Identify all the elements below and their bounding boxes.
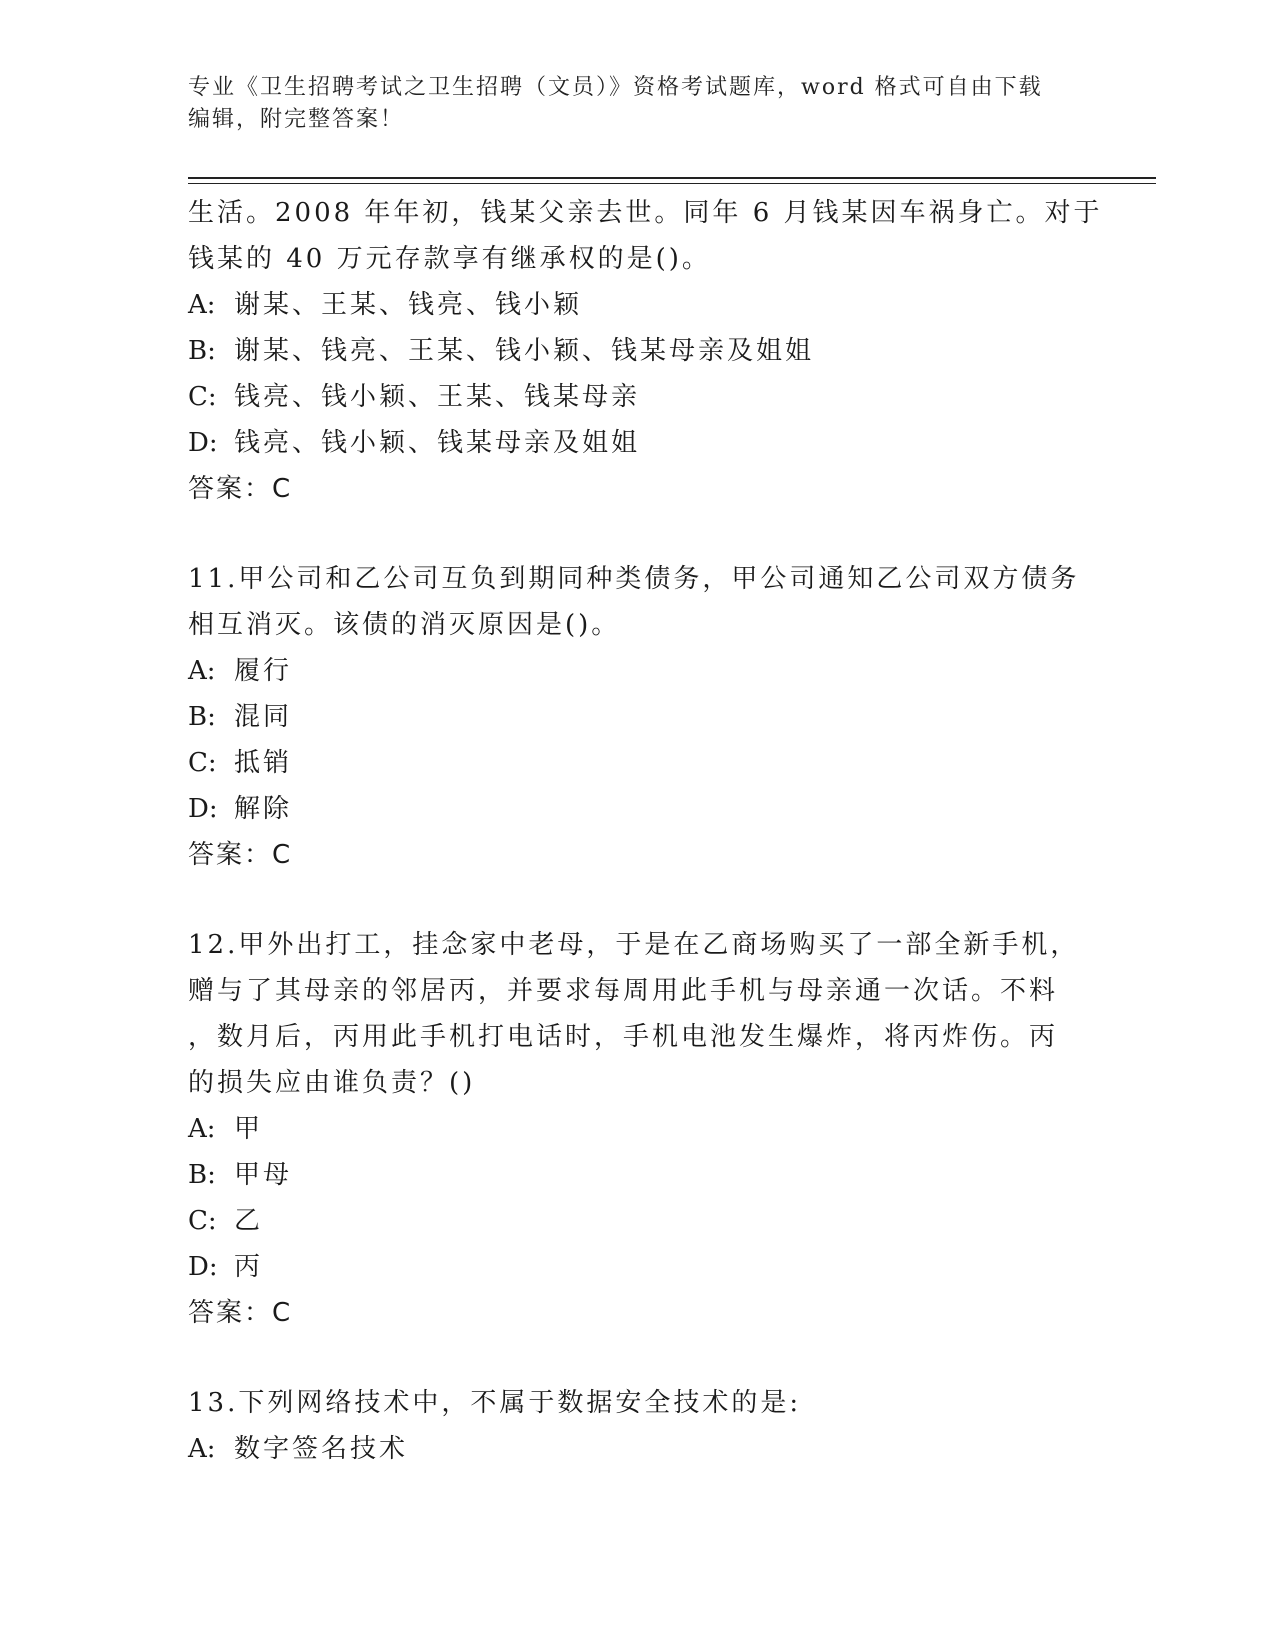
option-letter: C: <box>188 748 217 778</box>
option-letter: B: <box>188 336 216 366</box>
option-letter: C: <box>188 1206 217 1236</box>
answer-line: 答案：C <box>188 474 293 504</box>
option-letter: D: <box>188 428 218 458</box>
option-text: 甲 <box>234 1114 264 1144</box>
question-13 <box>188 1380 1088 1472</box>
question-text: 生活。2008 年年初，钱某父亲去世。同年 6 月钱某因车祸身亡。对于 <box>188 198 1103 228</box>
header-rule-thick <box>188 177 1156 179</box>
answer-line: 答案：C <box>188 840 293 870</box>
question-text: 13.下列网络技术中，不属于数据安全技术的是: <box>188 1388 802 1418</box>
question-text: ，数月后，丙用此手机打电话时，手机电池发生爆炸，将丙炸伤。丙 <box>188 1022 1059 1052</box>
header-rule-thin <box>188 183 1156 184</box>
option-text: 解除 <box>234 794 293 824</box>
option-letter: B: <box>188 702 216 732</box>
option-c <box>188 1198 1088 1244</box>
option-text: 丙 <box>234 1252 264 1282</box>
option-a <box>188 1106 1088 1152</box>
option-text: 数字签名技术 <box>234 1434 409 1464</box>
option-text: 钱亮、钱小颖、王某、钱某母亲 <box>234 382 641 412</box>
option-text: 抵销 <box>234 748 293 778</box>
question-12 <box>188 922 1088 1336</box>
option-a <box>188 1426 1088 1472</box>
question-text: 11.甲公司和乙公司互负到期同种类债务，甲公司通知乙公司双方债务 <box>188 564 1080 594</box>
option-b <box>188 328 1088 374</box>
option-c <box>188 374 1088 420</box>
option-text: 钱亮、钱小颖、钱某母亲及姐姐 <box>234 428 641 458</box>
question-text: 12.甲外出打工，挂念家中老母，于是在乙商场购买了一部全新手机， <box>188 930 1080 960</box>
header-line-2: 编辑，附完整答案！ <box>188 107 405 132</box>
option-letter: A: <box>188 1114 216 1144</box>
option-letter: A: <box>188 1434 216 1464</box>
answer-line: 答案：C <box>188 1298 293 1328</box>
option-text: 履行 <box>234 656 293 686</box>
option-b <box>188 1152 1088 1198</box>
option-a <box>188 282 1088 328</box>
question-11 <box>188 556 1088 878</box>
option-text: 混同 <box>234 702 293 732</box>
option-text: 谢某、钱亮、王某、钱小颖、钱某母亲及姐姐 <box>234 336 815 366</box>
question-text: 的损失应由谁负责？() <box>188 1068 476 1098</box>
document-header <box>188 72 1088 136</box>
option-d <box>188 786 1088 832</box>
question-text: 赠与了其母亲的邻居丙，并要求每周用此手机与母亲通一次话。不料 <box>188 976 1059 1006</box>
header-line-1: 专业《卫生招聘考试之卫生招聘（文员）》资格考试题库，word 格式可自由下载 <box>188 75 1043 100</box>
option-text: 谢某、王某、钱亮、钱小颖 <box>234 290 583 320</box>
option-c <box>188 740 1088 786</box>
option-letter: A: <box>188 656 216 686</box>
document-body <box>188 190 1103 1472</box>
option-letter: D: <box>188 1252 218 1282</box>
option-d <box>188 420 1088 466</box>
option-d <box>188 1244 1088 1290</box>
option-text: 乙 <box>234 1206 264 1236</box>
option-b <box>188 694 1088 740</box>
option-text: 甲母 <box>234 1160 293 1190</box>
option-letter: C: <box>188 382 217 412</box>
option-a <box>188 648 1088 694</box>
option-letter: A: <box>188 290 216 320</box>
option-letter: B: <box>188 1160 216 1190</box>
question-text: 相互消灭。该债的消灭原因是()。 <box>188 610 621 640</box>
question-text: 钱某的 40 万元存款享有继承权的是()。 <box>188 244 711 274</box>
question-10 <box>188 190 1103 512</box>
option-letter: D: <box>188 794 218 824</box>
